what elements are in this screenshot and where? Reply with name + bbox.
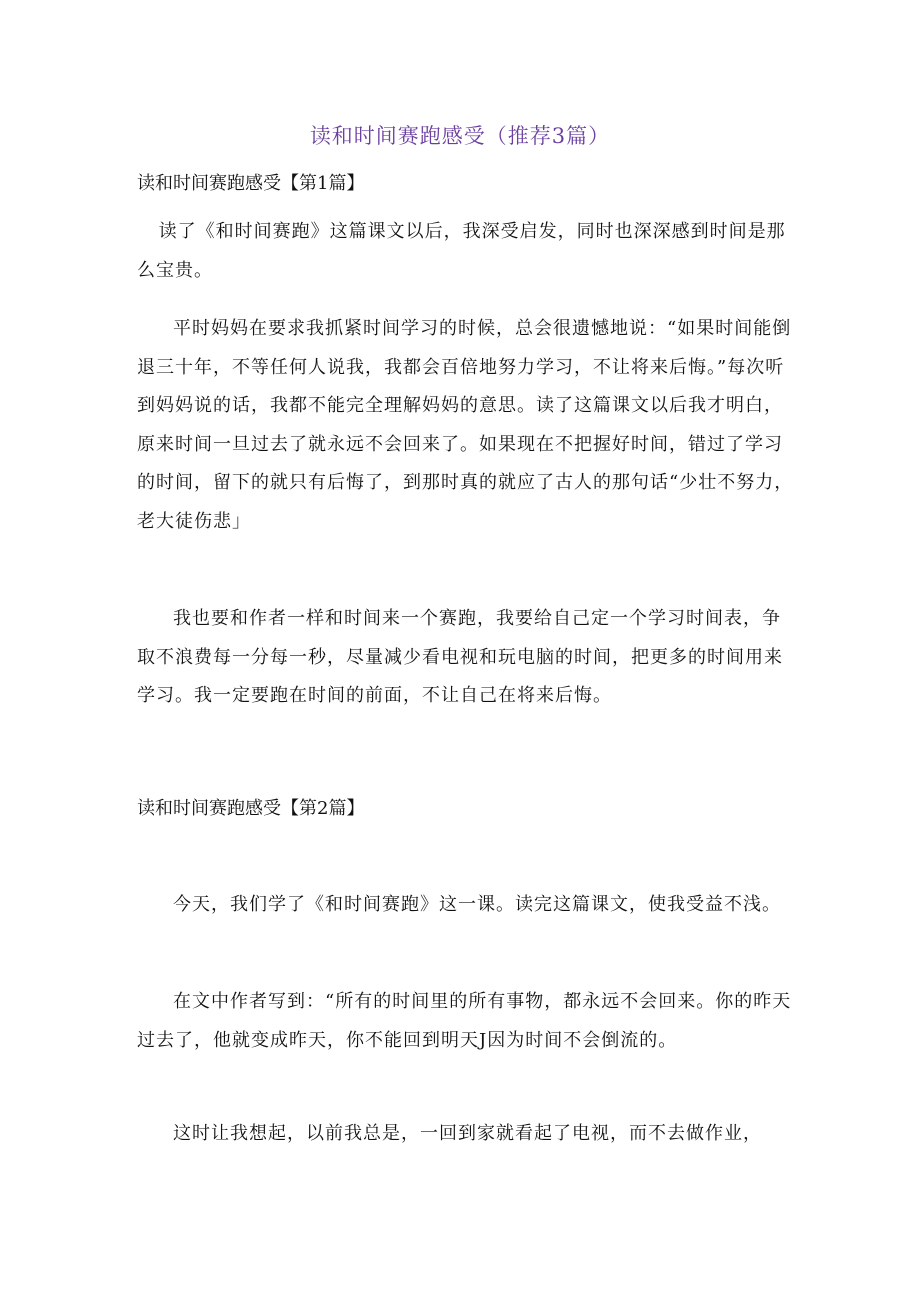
section-2-heading: 读和时间赛跑感受【第2篇】 xyxy=(137,798,365,819)
section-2-paragraph-1: 今天，我们学了《和时间赛跑》这一课。读完这篇课文，使我受益不浅。 xyxy=(173,894,781,915)
section-2-paragraph-2: 在文中作者写到：“所有的时间里的所有事物，都永远不会回来。你的昨天过去了，他就变成昨天，你不能回到明天J因为时间不会倒流的。 xyxy=(137,991,792,1051)
section-1-paragraph-3: 我也要和作者一样和时间来一个赛跑，我要给自己定一个学习时间表，争取不浪费每一分每一秒，尽量减少看电视和玩电脑的时间，把更多的时间用来学习。我一定要跑在时间的前面，不让自己在将来后悔。 xyxy=(137,608,783,707)
section-1-paragraph-1: 读了《和时间赛跑》这篇课文以后，我深受启发，同时也深深感到时间是那么宝贵。 xyxy=(137,221,786,281)
page-title: 读和时间赛跑感受（推荐3篇） xyxy=(309,124,611,148)
section-2-paragraph-3: 这时让我想起，以前我总是，一回到家就看起了电视，而不去做作业， xyxy=(173,1123,762,1144)
section-1-paragraph-2: 平时妈妈在要求我抓紧时间学习的时候，总会很遗憾地说：“如果时间能倒退三十年，不等任何人说我，我都会百倍地努力学习，不让将来后悔。”每次听到妈妈说的话，我都不能完全理解妈妈的意思。读了这篇课文以后我才明白，原来时间一旦过去了就永远不会回来了。如果现在不把握好时间，错过了学习的时间，留下的就只有后悔了，到那时真的就应了古人的那句话“少壮不努力，老大徒伤悲」 xyxy=(137,318,794,532)
section-1-heading: 读和时间赛跑感受【第1篇】 xyxy=(137,173,365,194)
